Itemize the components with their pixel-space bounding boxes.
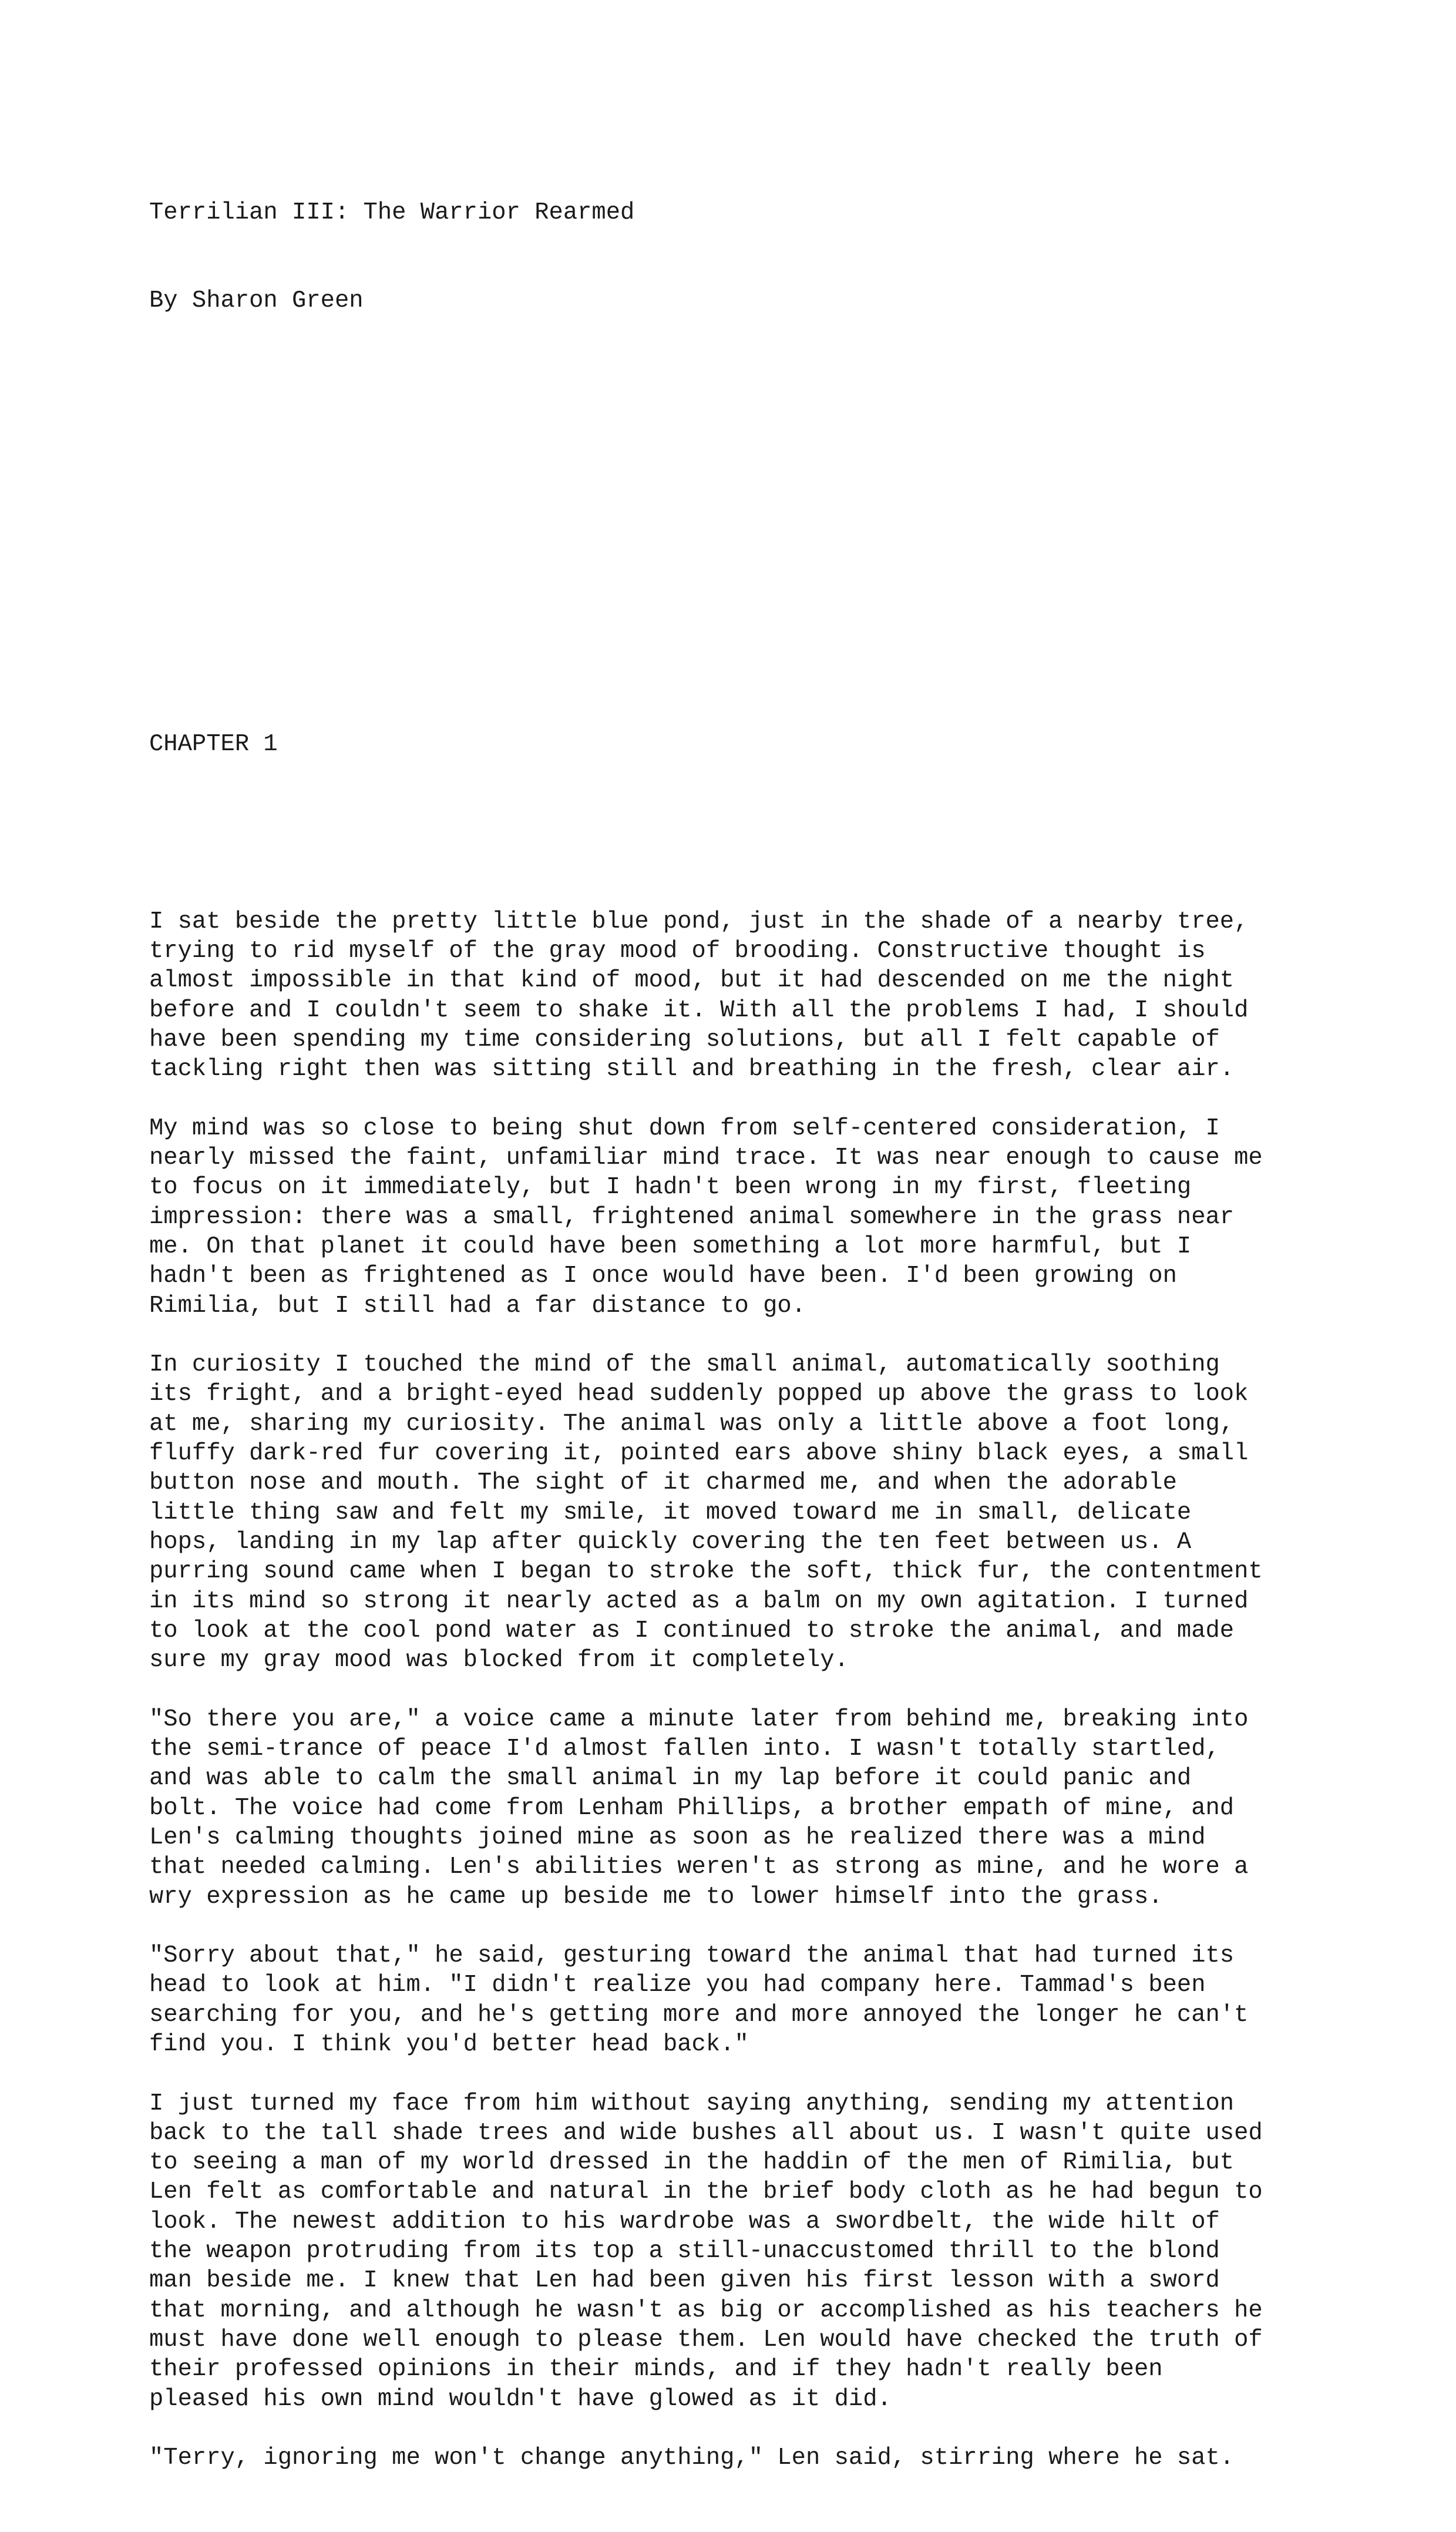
blank-line (149, 641, 1383, 670)
text-line: hadn't been as frightened as I once would have been. I'd been growing on (149, 1262, 1177, 1290)
text-line: the semi-trance of peace I'd almost fallen into. I wasn't totally startled, (149, 1735, 1220, 1763)
text-line: little thing saw and felt my smile, it moved toward me in small, delicate (149, 1499, 1192, 1526)
blank-line (149, 818, 1383, 848)
text-line: that needed calming. Len's abilities weren't as strong as mine, and he wore a (149, 1853, 1249, 1881)
text-line: sure my gray mood was blocked from it completely. (149, 1647, 849, 1674)
blank-line (149, 375, 1383, 404)
blank-line (149, 1084, 1383, 1114)
text-line: and was able to calm the small animal in my lap before it could panic and (149, 1765, 1192, 1792)
text-line: back to the tall shade trees and wide bushes all about us. I wasn't quite used (149, 2119, 1263, 2147)
text-line: the weapon protruding from its top a still-unaccustomed thrill to the blond (149, 2238, 1220, 2265)
text-line: bolt. The voice had come from Lenham Phillips, a brother empath of mine, and (149, 1794, 1235, 1822)
text-line: I sat beside the pretty little blue pond, just in the shade of a nearby tree, (149, 908, 1249, 935)
text-line: almost impossible in that kind of mood, but it had descended on me the night (149, 967, 1235, 995)
blank-line (149, 1912, 1383, 1941)
paragraph (149, 1941, 1383, 2059)
text-line: before and I couldn't seem to shake it. With all the problems I had, I should (149, 996, 1249, 1024)
text-line: to focus on it immediately, but I hadn't been wrong in my first, fleeting (149, 1174, 1192, 1201)
text-line: must have done well enough to please them. Len would have checked the truth of (149, 2326, 1263, 2353)
paragraph (149, 1350, 1383, 1675)
text-line: purring sound came when I began to stroke the soft, thick fur, the contentment (149, 1558, 1263, 1586)
text-line: fluffy dark-red fur covering it, pointed ears above shiny black eyes, a small (149, 1440, 1249, 1468)
paragraph (149, 907, 1383, 1084)
text-line: wry expression as he came up beside me to lower himself into the grass. (149, 1883, 1163, 1910)
text-line: in its mind so strong it nearly acted as a balm on my own agitation. I turned (149, 1587, 1249, 1615)
blank-line (149, 2414, 1383, 2443)
chapter-heading: CHAPTER 1 (149, 730, 278, 758)
text-line: searching for you, and he's getting more and more annoyed the longer he can't (149, 2001, 1249, 2029)
text-line: "So there you are," a voice came a minute later from behind me, breaking into (149, 1705, 1249, 1733)
text-line: head to look at him. "I didn't realize you had company here. Tammad's been (149, 1972, 1206, 1999)
blank-line (149, 464, 1383, 493)
document-body (149, 139, 1383, 2532)
text-line: hops, landing in my lap after quickly covering the ten feet between us. A (149, 1528, 1192, 1556)
text-line: tackling right then was sitting still and breathing in the fresh, clear air. (149, 1056, 1235, 1083)
book-author: By Sharon Green (149, 287, 364, 315)
blank-line (149, 552, 1383, 582)
text-line: have been spending my time considering solutions, but all I felt capable of (149, 1026, 1220, 1053)
text-line: In curiosity I touched the mind of the small animal, automatically soothing (149, 1351, 1220, 1379)
text-line: My mind was so close to being shut down from self-centered consideration, I (149, 1114, 1220, 1142)
text-line: impression: there was a small, frightened animal somewhere in the grass near (149, 1203, 1235, 1231)
text-line: Rimilia, but I still had a far distance to go. (149, 1292, 806, 1319)
text-line: I just turned my face from him without saying anything, sending my attention (149, 2090, 1235, 2117)
text-line: pleased his own mind wouldn't have glowed as it did. (149, 2385, 892, 2413)
text-line: nearly missed the faint, unfamiliar mind trace. It was near enough to cause me (149, 1144, 1263, 1172)
blank-line (149, 1321, 1383, 1350)
chapter-text (149, 907, 1383, 2473)
text-line: their professed opinions in their minds, and if they hadn't really been (149, 2356, 1163, 2383)
text-line: me. On that planet it could have been something a lot more harmful, but I (149, 1233, 1192, 1260)
text-line: its fright, and a bright-eyed head suddenly popped up above the grass to look (149, 1381, 1249, 1408)
text-line: at me, sharing my curiosity. The animal was only a little above a foot long, (149, 1410, 1235, 1438)
paragraph (149, 2089, 1383, 2414)
paragraph (149, 1705, 1383, 1912)
text-line: "Sorry about that," he said, gesturing toward the animal that had turned its (149, 1942, 1235, 1970)
text-line: Len felt as comfortable and natural in the brief body cloth as he had begun to (149, 2178, 1263, 2206)
blank-line (149, 1675, 1383, 1704)
text-line: look. The newest addition to his wardrobe was a swordbelt, the wide hilt of (149, 2208, 1220, 2235)
book-title: Terrilian III: The Warrior Rearmed (149, 199, 635, 226)
text-line: button nose and mouth. The sight of it charmed me, and when the adorable (149, 1469, 1177, 1497)
blank-line (149, 2059, 1383, 2088)
text-line: to seeing a man of my world dressed in the haddin of the men of Rimilia, but (149, 2149, 1235, 2177)
text-line: find you. I think you'd better head back." (149, 2031, 749, 2058)
text-line: that morning, and although he wasn't as big or accomplished as his teachers he (149, 2296, 1263, 2324)
text-line: Len's calming thoughts joined mine as soon as he realized there was a mind (149, 1824, 1206, 1851)
paragraph (149, 2443, 1383, 2473)
text-line: man beside me. I knew that Len had been given his first lesson with a sword (149, 2267, 1220, 2295)
text-line: trying to rid myself of the gray mood of brooding. Constructive thought is (149, 938, 1206, 965)
text-line: "Terry, ignoring me won't change anything," Len said, stirring where he sat. (149, 2444, 1235, 2472)
paragraph (149, 1114, 1383, 1321)
text-line: to look at the cool pond water as I continued to stroke the animal, and made (149, 1617, 1235, 1644)
